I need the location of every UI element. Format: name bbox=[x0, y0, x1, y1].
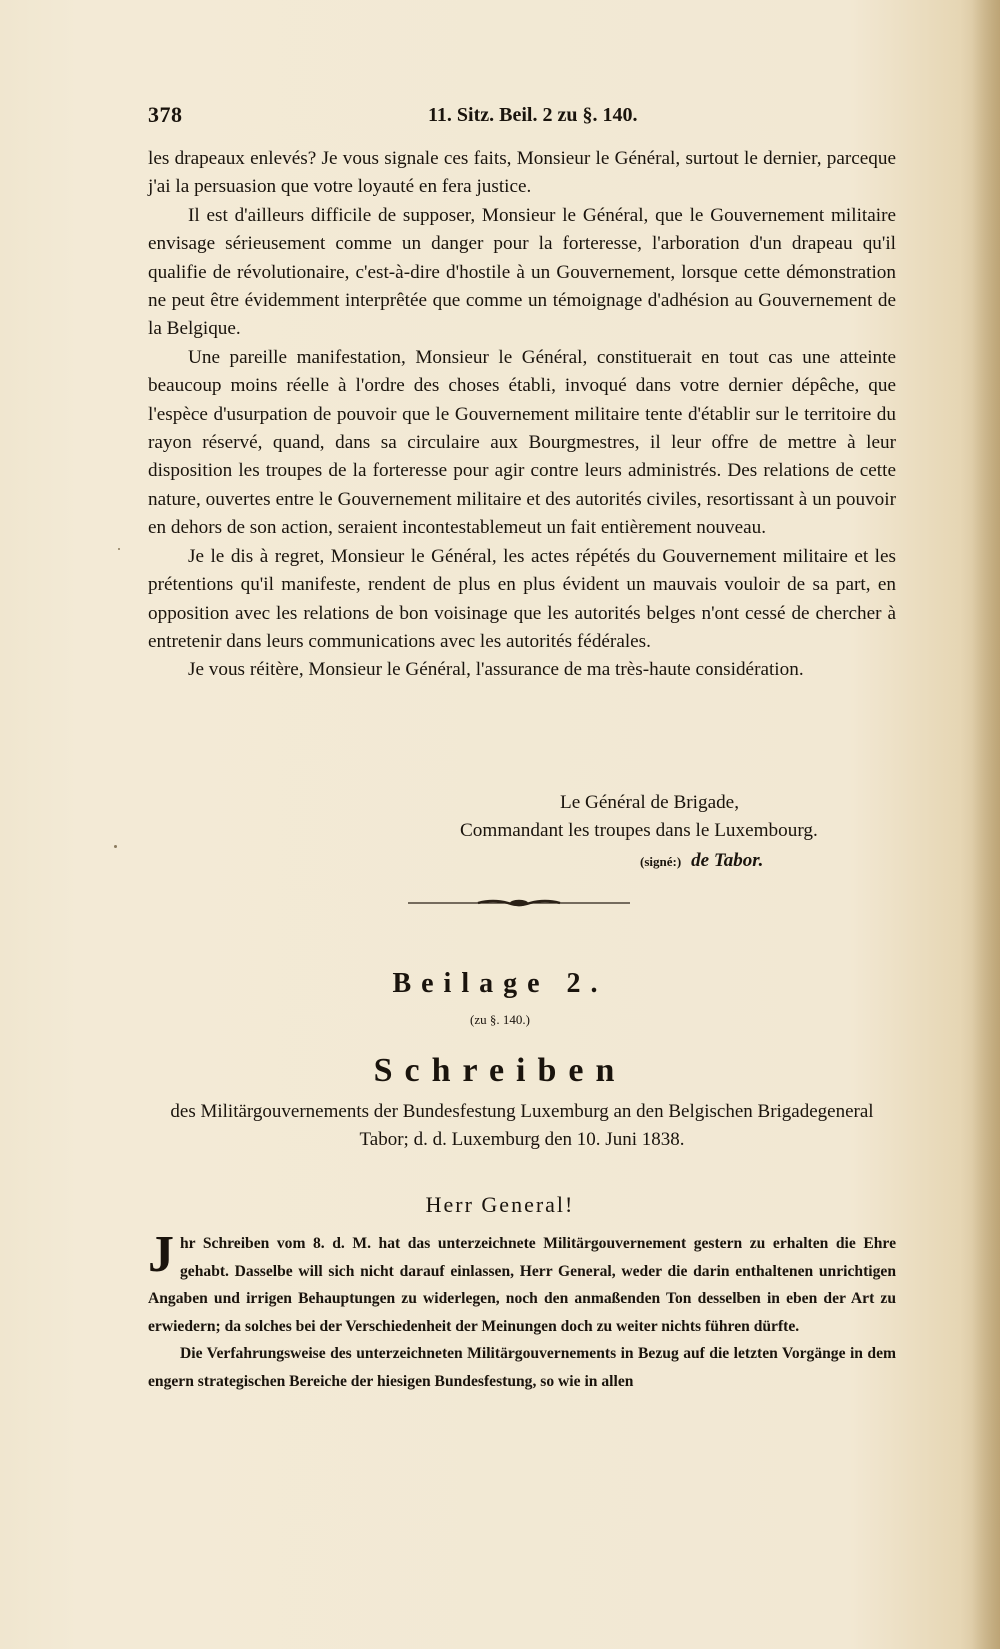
paragraph: Il est d'ailleurs difficile de supposer, Monsieur le Général, que le Gouvernement militaire envisage sérieusement comme un danger pour la forteresse, l'arboration d'un drapeau qu'il qualifie de révolutionaire, c'est-à-dire d'hostile à un Gouvernement, lorsque cette démonstration ne peut être évidemment interprêtée que comme un témoignage d'adhésion au Gouvernement de la Belgique. bbox=[148, 204, 896, 340]
paragraph bbox=[148, 1226, 896, 1340]
german-letter-body bbox=[148, 1226, 896, 1395]
page-edge-shadow bbox=[972, 0, 1000, 1649]
beilage-heading: Beilage 2. bbox=[392, 968, 608, 999]
letter-title: Schreiben bbox=[373, 1052, 627, 1089]
ornamental-divider bbox=[408, 898, 630, 908]
paragraph: Je le dis à regret, Monsieur le Général, les actes répétés du Gouvernement militaire et les prétentions qu'il manifeste, rendent de plus en plus évident un mauvais vouloir de sa part, en opposition avec les relations de bon voisinage que les autorités belges n'ont cessé de chercher à entretenir dans leurs communications avec les autorités fédérales. bbox=[148, 545, 896, 652]
page-number: 378 bbox=[148, 102, 183, 127]
signature-command: Commandant les troupes dans le Luxembourg. bbox=[460, 820, 818, 841]
paragraph: Une pareille manifestation, Monsieur le Général, constituerait en tout cas une atteinte beaucoup moins réelle à l'ordre des choses établi, invoqué dans votre dernier dépêche, que l'espèce d'usurpation de pouvoir que le Gouvernement militaire tente d'établir sur le territoire du rayon réservé, quand, dans sa circulaire aux Bourgmestres, il leur offre de mettre à leur disposition les troupes de la forteresse pour agir contre leurs administrés. Des relations de cette nature, ouvertes entre le Gouvernement militaire et des autorités civiles, resortissant à un pouvoir en dehors de son action, seraient incontestablemeut un fait entièrement nouveau. bbox=[148, 346, 896, 539]
paragraph: les drapeaux enlevés? Je vous signale ces faits, Monsieur le Général, surtout le dernier, parceque j'ai la persuasion que votre loyauté en fera justice. bbox=[148, 148, 896, 198]
running-head-title: 11. Sitz. Beil. 2 zu §. 140. bbox=[428, 104, 638, 126]
paragraph: Je vous réitère, Monsieur le Général, l'assurance de ma très-haute considération. bbox=[188, 659, 804, 681]
drop-cap: J bbox=[148, 1226, 174, 1283]
french-letter-body bbox=[148, 145, 896, 685]
running-head bbox=[148, 102, 896, 132]
letter-subtitle: des Militärgouvernements der Bundesfestung Luxemburg an den Belgischen Brigadegeneral Tabor; d. d. Luxemburg den 10. Juni 1838. bbox=[170, 1101, 874, 1150]
beilage-reference: (zu §. 140.) bbox=[470, 1012, 530, 1027]
paragraph-text: hr Schreiben vom 8. d. M. hat das unterzeichnete Militärgouvernement gestern zu erhalten die Ehre gehabt. Dasselbe will sich nicht darauf einlassen, Herr General, weder die darin enthaltenen unrichtigen Angaben und irrigen Behauptungen zu widerlegen, noch den anmaßenden Ton desselben in eben der Art zu erwiedern; da solches bei der Verschiedenheit der Meinungen doch zu weiter nichts führen dürfte. bbox=[148, 1235, 896, 1335]
signature-block bbox=[448, 789, 908, 876]
signatory-name: de Tabor. bbox=[691, 850, 764, 871]
salutation: Herr General! bbox=[425, 1192, 575, 1217]
signe-label: (signé:) bbox=[640, 854, 682, 869]
signature-name-line bbox=[448, 847, 908, 876]
paper-speck bbox=[118, 548, 120, 550]
signature-rank: Le Général de Brigade, bbox=[560, 792, 739, 813]
paragraph: Die Verfahrungsweise des unterzeichneten Militärgouvernements in Bezug auf die letzten Vorgänge in dem engern strategischen Bereiche der hiesigen Bundesfestung, so wie in allen bbox=[148, 1345, 896, 1390]
paper-speck bbox=[114, 845, 117, 848]
